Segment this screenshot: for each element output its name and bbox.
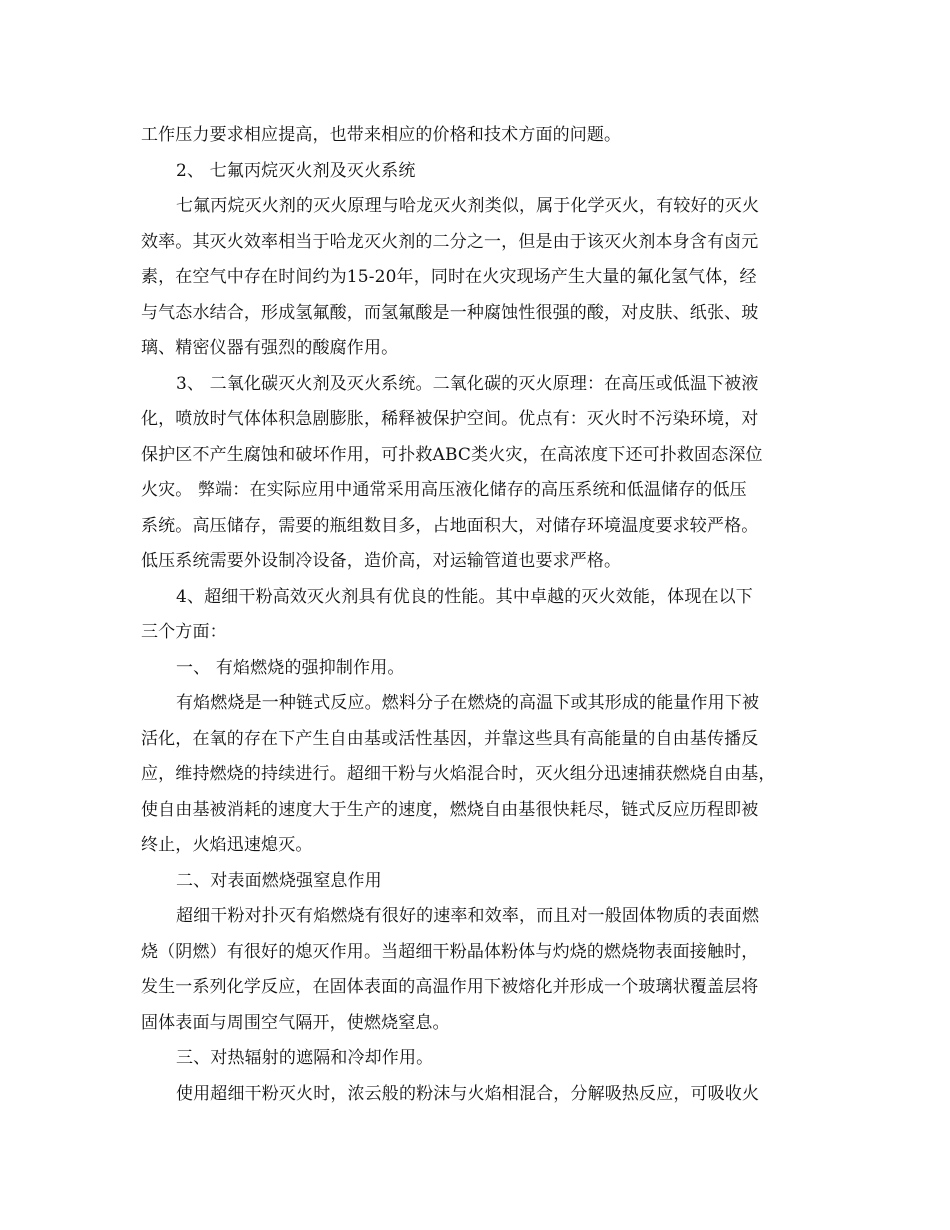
text-line: 使用超细干粉灭火时，浓云般的粉沫与火焰相混合，分解吸热反应，可吸收火 — [176, 1083, 760, 1104]
text-line: 璃、精密仪器有强烈的酸腐作用。 — [141, 338, 399, 358]
text-line: 4、超细干粉高效灭火剂具有优良的性能。其中卓越的灭火效能，体现在以下 — [176, 586, 753, 607]
text-line: 效率。其灭火效率相当于哈龙灭火剂的二分之一，但是由于该灭火剂本身含有卤元 — [141, 231, 759, 252]
text-line: 3、 二氧化碳灭火剂及灭火系统。二氧化碳的灭火原理：在高压或低温下被液 — [176, 373, 759, 394]
text-line: 活化，在氧的存在下产生自由基或活性基因，并靠这些具有高能量的自由基传播反 — [141, 728, 759, 749]
text-line: 三个方面： — [141, 622, 227, 642]
text-line: 二、对表面燃烧强窒息作用 — [176, 870, 382, 891]
text-line: 有焰燃烧是一种链式反应。燃料分子在燃烧的高温下或其形成的能量作用下被 — [176, 693, 760, 713]
text-line: 发生一系列化学反应，在固体表面的高温作用下被熔化并形成一个玻璃状覆盖层将 — [141, 977, 759, 997]
text-line: 三、对热辐射的遮隔和冷却作用。 — [176, 1048, 434, 1068]
text-line: 使自由基被消耗的速度大于生产的速度，燃烧自由基很快耗尽，链式反应历程即被 — [141, 799, 759, 820]
text-line: 超细干粉对扑灭有焰燃烧有很好的速率和效率，而且对一般固体物质的表面燃 — [176, 906, 760, 926]
text-line: 素，在空气中存在时间约为15-20年，同时在火灾现场产生大量的氟化氢气体，经 — [141, 267, 757, 287]
text-line: 火灾。 弊端：在实际应用中通常采用高压液化储存的高压系统和低温储存的低压 — [141, 480, 747, 500]
text-line: 系统。高压储存，需要的瓶组数目多，占地面积大，对储存环境温度要求较严格。 — [141, 515, 759, 536]
text-line: 保护区不产生腐蚀和破坏作用，可扑救ABC类火灾，在高浓度下还可扑救固态深位 — [141, 444, 763, 465]
text-line: 七氟丙烷灭火剂的灭火原理与哈龙灭火剂类似，属于化学灭火，有较好的灭火 — [176, 196, 760, 216]
text-line: 2、 七氟丙烷灭火剂及灭火系统 — [176, 160, 416, 181]
text-line: 化，喷放时气体体积急剧膨胀，稀释被保护空间。优点有：灭火时不污染环境，对 — [141, 409, 759, 429]
text-line: 终止，火焰迅速熄灭。 — [141, 835, 313, 855]
text-line: 低压系统需要外设制冷设备，造价高，对运输管道也要求严格。 — [141, 551, 622, 571]
text-line: 工作压力要求相应提高，也带来相应的价格和技术方面的问题。 — [141, 125, 622, 145]
text-line: 应，维持燃烧的持续进行。超细干粉与火焰混合时，灭火组分迅速捕获燃烧自由基， — [141, 764, 776, 784]
text-line: 与气态水结合，形成氢氟酸，而氢氟酸是一种腐蚀性很强的酸，对皮肤、纸张、玻 — [141, 302, 759, 323]
document-body — [141, 118, 813, 1112]
text-line: 一、 有焰燃烧的强抑制作用。 — [176, 657, 405, 678]
text-line: 烧（阴燃）有很好的熄灭作用。当超细干粉晶体粉体与灼烧的燃烧物表面接触时， — [141, 941, 759, 962]
text-line: 固体表面与周围空气隔开，使燃烧窒息。 — [141, 1012, 450, 1033]
